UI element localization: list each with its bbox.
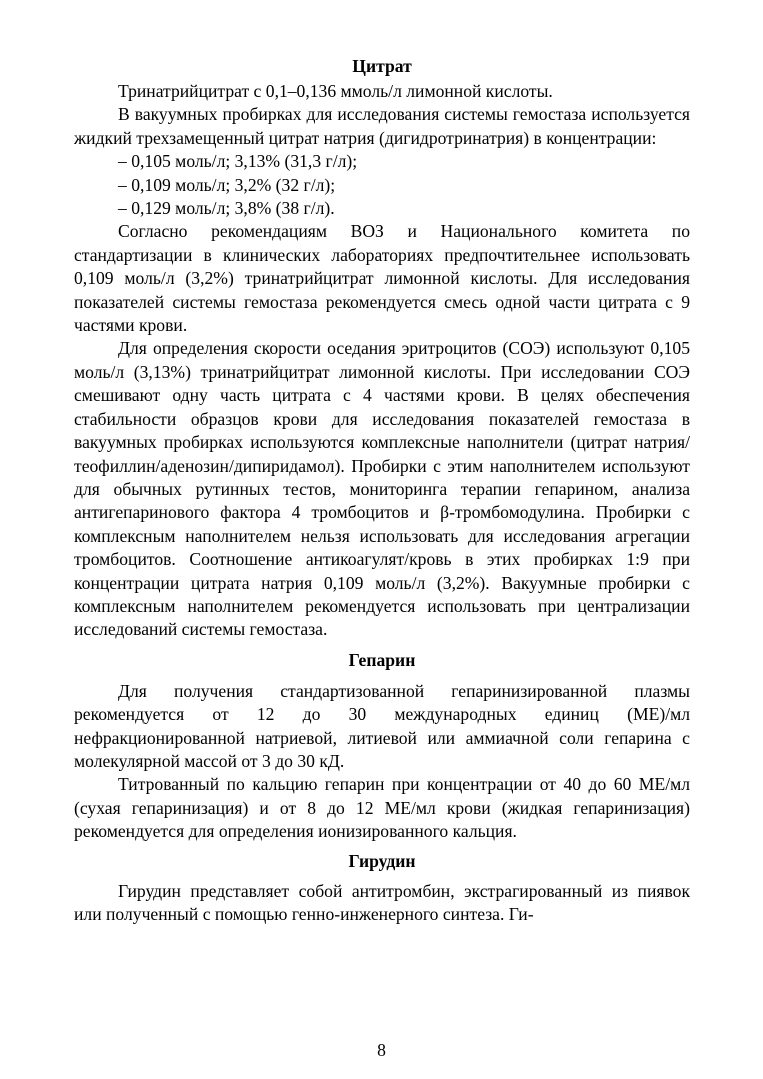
paragraph: Тринатрийцитрат с 0,1–0,136 ммоль/л лимонной кислоты. (118, 81, 553, 101)
paragraph: Титрованный по кальцию гепарин при концентрации от 40 до 60 МЕ/мл (сухая гепаринизация) и от 8 до 12 МЕ/мл крови (жидкая гепаринизация) рекомендуется для определения ионизированного кальция. (74, 774, 690, 842)
section-title-citrate: Цитрат (352, 56, 412, 76)
paragraph: Для определения скорости оседания эритроцитов (СОЭ) используют 0,105 моль/л (3,13%) тринатрийцитрат лимонной кислоты. При исследовании СОЭ смешивают одну часть цитрата с 4 частями крови. В целях обеспечения стабильности образцов крови для исследования показателей гемостаза в вакуумных пробирках используются комплексные наполнители (цитрат натрия/теофиллин/аденозин/дипиридамол). Пробирки с этим наполнителем используют для обычных рутинных тестов, мониторинга терапии гепарином, анализа антигепаринового фактора 4 тромбоцитов и β-тромбомодулина. Пробирки с комплексным наполнителем нельзя использовать для исследования агрегации тромбоцитов. Соотношение антикоагулят/кровь в этих пробирках 1:9 при концентрации цитрата натрия 0,109 моль/л (3,2%). Вакуумные пробирки с комплексным наполнителем рекомендуется использовать при централизации исследований системы гемостаза. (74, 338, 690, 640)
page-content (74, 52, 690, 926)
paragraph: Для получения стандартизованной гепаринизированной плазмы рекомендуется от 12 до 30 международных единиц (МЕ)/мл нефракционированной натриевой, литиевой или аммиачной соли гепарина с молекулярной массой от 3 до 30 кД. (74, 680, 690, 771)
section-title-heparin: Гепарин (348, 649, 416, 670)
section-title-hirudin: Гирудин (348, 850, 416, 871)
list-item: – 0,109 моль/л; 3,2% (32 г/л); (118, 174, 336, 195)
paragraph: Гирудин представляет собой антитромбин, экстрагированный из пиявок или полученный с помощью генно-инженерного синтеза. Ги- (74, 880, 690, 924)
paragraph: Согласно рекомендациям ВОЗ и Национального комитета по стандартизации в клинических лабораториях предпочтительнее использовать 0,109 моль/л (3,2%) тринатрийцитрат лимонной кислоты. Для исследования показателей системы гемостаза рекомендуется смесь одной части цитрата с 9 частями крови. (74, 221, 690, 336)
paragraph: В вакуумных пробирках для исследования системы гемостаза используется жидкий трехзамещенный цитрат натрия (дигидротринатрия) в концентрации: (74, 104, 690, 148)
list-item: – 0,105 моль/л; 3,13% (31,3 г/л); (118, 151, 358, 172)
page-number: 8 (377, 1040, 386, 1060)
list-item: – 0,129 моль/л; 3,8% (38 г/л). (118, 198, 335, 219)
